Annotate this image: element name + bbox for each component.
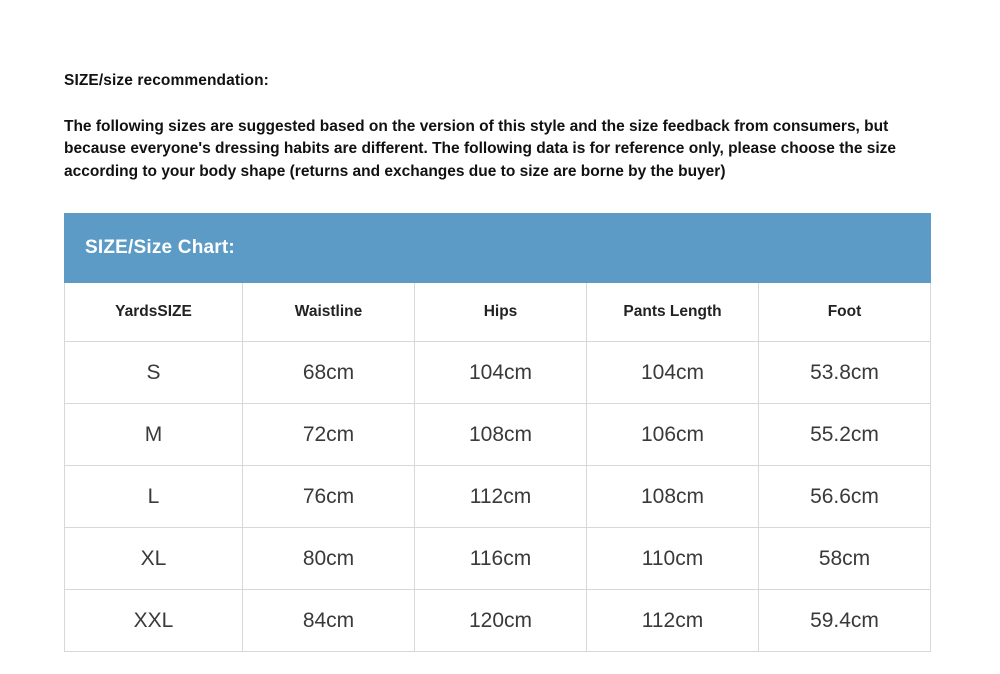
cell-hips: 112cm	[415, 466, 587, 528]
cell-size: XL	[65, 528, 243, 590]
column-header-waistline: Waistline	[243, 283, 415, 342]
page-title: SIZE/size recommendation:	[64, 72, 269, 89]
column-header-foot: Foot	[759, 283, 931, 342]
table-row	[65, 342, 931, 404]
cell-waistline: 72cm	[243, 404, 415, 466]
size-chart-table	[64, 213, 931, 652]
cell-waistline: 80cm	[243, 528, 415, 590]
table-row	[65, 466, 931, 528]
cell-size: XXL	[65, 590, 243, 652]
intro-paragraph: The following sizes are suggested based on the version of this style and the size feedback from consumers, but because everyone's dressing habits are different. The following data is for reference only, please choose the size according to your body shape (returns and exchanges due to size are borne by the buyer)	[64, 118, 897, 180]
column-header-size: YardsSIZE	[65, 283, 243, 342]
table-banner-row	[65, 214, 931, 283]
cell-waistline: 68cm	[243, 342, 415, 404]
column-header-hips: Hips	[415, 283, 587, 342]
cell-pants-length: 112cm	[587, 590, 759, 652]
cell-size: S	[65, 342, 243, 404]
cell-waistline: 84cm	[243, 590, 415, 652]
cell-hips: 120cm	[415, 590, 587, 652]
table-header-row	[65, 283, 931, 342]
table-banner-cell	[65, 214, 931, 283]
table-row	[65, 590, 931, 652]
column-header-pants-length: Pants Length	[587, 283, 759, 342]
cell-foot: 53.8cm	[759, 342, 931, 404]
cell-foot: 58cm	[759, 528, 931, 590]
cell-size: M	[65, 404, 243, 466]
cell-waistline: 76cm	[243, 466, 415, 528]
cell-foot: 55.2cm	[759, 404, 931, 466]
cell-pants-length: 106cm	[587, 404, 759, 466]
cell-foot: 56.6cm	[759, 466, 931, 528]
cell-hips: 116cm	[415, 528, 587, 590]
cell-size: L	[65, 466, 243, 528]
cell-foot: 59.4cm	[759, 590, 931, 652]
cell-hips: 104cm	[415, 342, 587, 404]
size-chart-table-wrapper	[64, 213, 930, 652]
table-row	[65, 404, 931, 466]
table-row	[65, 528, 931, 590]
cell-pants-length: 110cm	[587, 528, 759, 590]
cell-pants-length: 104cm	[587, 342, 759, 404]
cell-hips: 108cm	[415, 404, 587, 466]
table-banner-title: SIZE/Size Chart:	[85, 237, 235, 259]
cell-pants-length: 108cm	[587, 466, 759, 528]
